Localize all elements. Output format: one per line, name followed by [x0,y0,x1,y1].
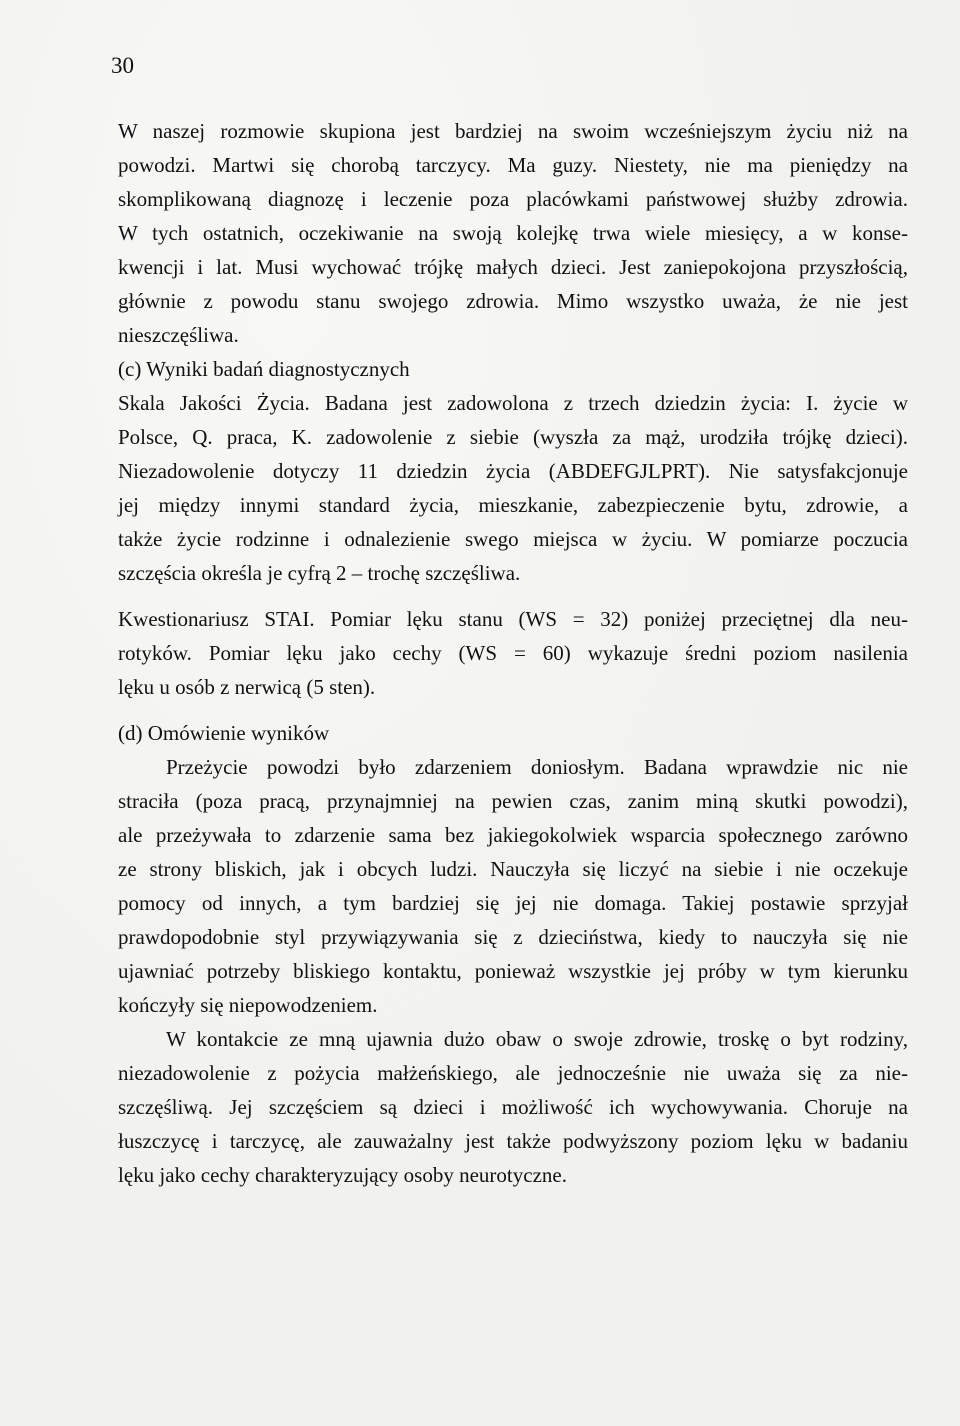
text-line: Przeżycie powodzi było zdarzeniem doniosłym. Badana wprawdzie nic nie [166,755,908,779]
text-line: Polsce, Q. praca, K. zadowolenie z siebie (wyszła za mąż, urodziła trójkę dzieci). [118,425,908,449]
text-line: Kwestionariusz STAI. Pomiar lęku stanu (WS = 32) poniżej przeciętnej dla neu- [118,607,908,631]
section-heading: (d) Omówienie wyników [118,721,330,745]
text-line: powodzi. Martwi się chorobą tarczycy. Ma guzy. Niestety, nie ma pieniędzy na [118,153,908,177]
text-line: głównie z powodu stanu swojego zdrowia. Mimo wszystko uważa, że nie jest [118,289,908,313]
text-line: kończyły się niepowodzeniem. [118,993,378,1017]
section-heading: (c) Wyniki badań diagnostycznych [118,357,410,381]
text-line: jej między innymi standard życia, mieszkanie, zabezpieczenie bytu, zdrowie, a [118,493,908,517]
text-line: ujawniać potrzeby bliskiego kontaktu, ponieważ wszystkie jej próby w tym kierunku [118,959,908,983]
text-line: W kontakcie ze mną ujawnia dużo obaw o swoje zdrowie, troskę o byt rodziny, [166,1027,908,1051]
text-line: łuszczycę i tarczycę, ale zauważalny jest także podwyższony poziom lęku w badaniu [118,1129,908,1153]
text-line: ze strony bliskich, jak i obcych ludzi. Nauczyła się liczyć na siebie i nie oczekuje [118,857,908,881]
paragraph-gap [118,590,908,602]
text-line: lęku jako cechy charakteryzujący osoby neurotyczne. [118,1163,567,1187]
text-line: straciła (poza pracą, przynajmniej na pewien czas, zanim miną skutki powodzi), [118,789,908,813]
text-line: rotyków. Pomiar lęku jako cechy (WS = 60) wykazuje średni poziom nasilenia [118,641,908,665]
paragraph-gap [118,704,908,716]
text-line: Skala Jakości Życia. Badana jest zadowolona z trzech dziedzin życia: I. życie w [118,391,908,415]
text-line: kwencji i lat. Musi wychować trójkę małych dzieci. Jest zaniepokojona przyszłością, [118,255,908,279]
text-line: pomocy od innych, a tym bardziej się jej nie domaga. Takiej postawie sprzyjał [118,891,908,915]
body-text [118,114,908,1192]
page-number: 30 [111,53,134,78]
text-line: szczęścia określa je cyfrą 2 – trochę szczęśliwa. [118,561,521,585]
text-line: skomplikowaną diagnozę i leczenie poza placówkami państwowej służby zdrowia. [118,187,908,211]
text-line: Niezadowolenie dotyczy 11 dziedzin życia (ABDEFGJLPRT). Nie satysfakcjonuje [118,459,908,483]
text-line: nieszczęśliwa. [118,323,239,347]
text-line: także życie rodzinne i odnalezienie swego miejsca w życiu. W pomiarze poczucia [118,527,908,551]
text-line: lęku u osób z nerwicą (5 sten). [118,675,376,699]
text-line: W tych ostatnich, oczekiwanie na swoją kolejkę trwa wiele miesięcy, a w konse- [118,221,908,245]
text-line: W naszej rozmowie skupiona jest bardziej na swoim wcześniejszym życiu niż na [118,119,908,143]
text-line: szczęśliwą. Jej szczęściem są dzieci i możliwość ich wychowywania. Choruje na [118,1095,908,1119]
text-line: ale przeżywała to zdarzenie sama bez jakiegokolwiek wsparcia społecznego zarówno [118,823,908,847]
text-line: niezadowolenie z pożycia małżeńskiego, ale jednocześnie nie uważa się za nie- [118,1061,908,1085]
text-line: prawdopodobnie styl przywiązywania się z dzieciństwa, kiedy to nauczyła się nie [118,925,908,949]
